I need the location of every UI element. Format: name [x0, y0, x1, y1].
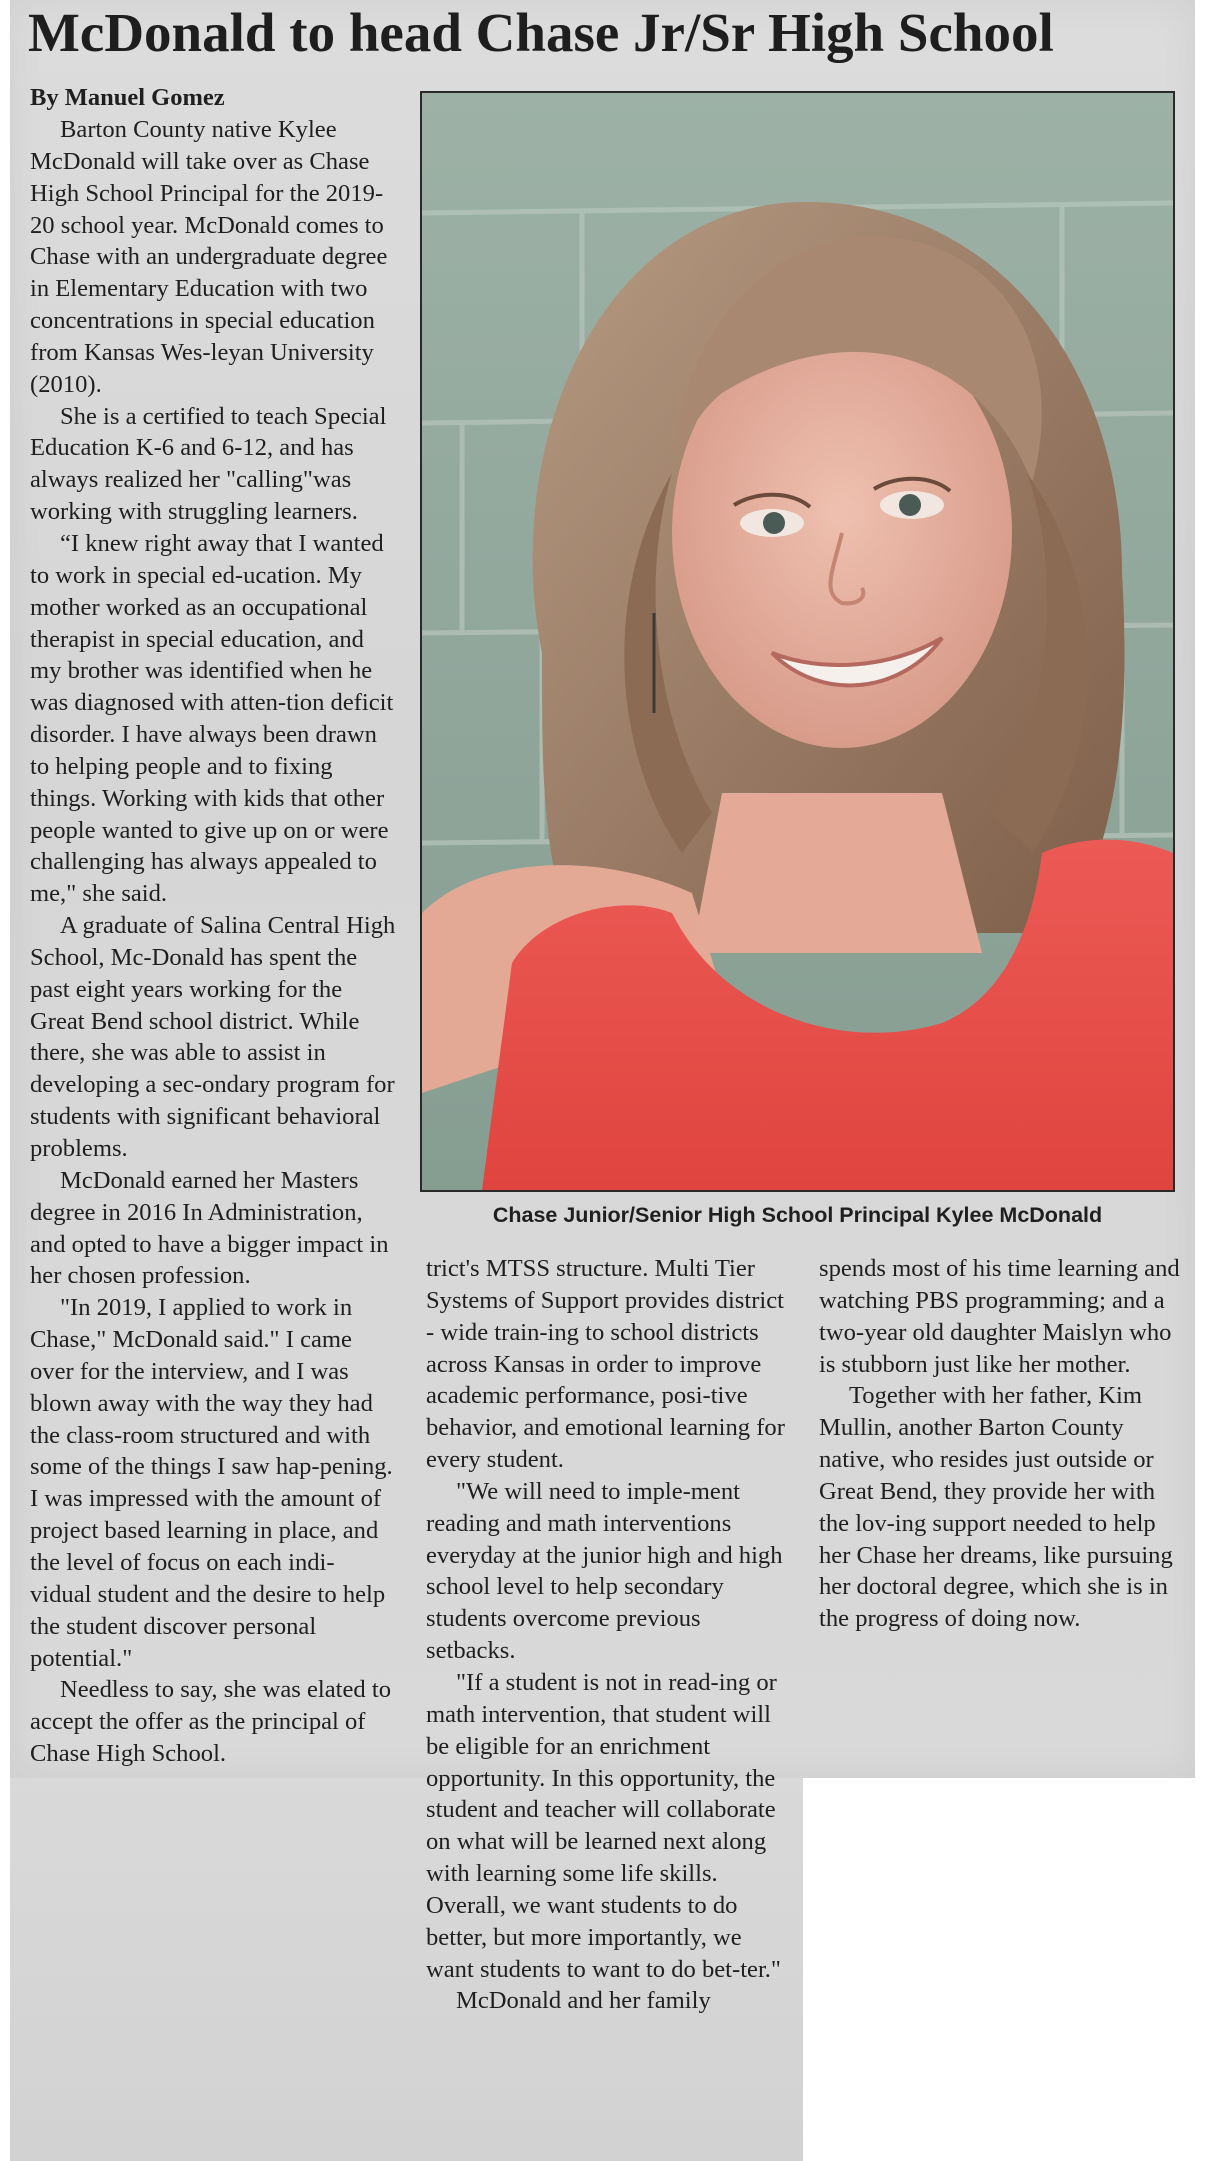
portrait-illustration [422, 93, 1173, 1190]
column-1-paragraph: A graduate of Salina Central High School, Mc-Donald has spent the past eight years working for the Great Bend school district. While there, she was able to assist in developing a sec-ondary program for students with significant behavioral problems. [30, 912, 396, 1162]
column-1-paragraph: Needless to say, she was elated to accept the offer as the principal of Chase High School. [30, 1676, 392, 1768]
column-1-paragraph: "In 2019, I applied to work in Chase," McDonald said." I came over for the interview, and I was blown away with the way they had the class-room structured and with some of the things I saw hap-pening. I was impressed with the amount of project based learning in place, and the level of focus on each indi-vidual student and the desire to help the student discover personal potential." [30, 1294, 393, 1672]
column-1-paragraph: Barton County native Kylee McDonald will take over as Chase High School Principal for the 2019-20 school year. McDonald comes to Chase with an undergraduate degree in Elementary Education with two concentrations in special education from Kansas Wes-leyan University (2010). [30, 116, 388, 398]
column-2-paragraph: "If a student is not in read-ing or math intervention, that student will be eligible for an enrichment opportunity. In this opportunity, the student and teacher will collaborate on what will be learned next along with learning some life skills. Overall, we want students to do better, but more importantly, we want students to want to do bet-ter." [426, 1668, 781, 1983]
column-3-paragraph: Together with her father, Kim Mullin, another Barton County native, who resides just outside or Great Bend, they provide her with the lov-ing support needed to help her Chase her dreams, like pursuing her doctoral degree, which she is in the progress of doing now. [819, 1382, 1173, 1633]
article-column-3 [819, 1253, 1181, 1635]
principal-portrait-photo [420, 91, 1175, 1192]
photo-caption: Chase Junior/Senior High School Principal Kylee McDonald [492, 1203, 1103, 1227]
article-column-2 [426, 1253, 786, 2017]
article-headline: McDonald to head Chase Jr/Sr High School [28, 2, 1054, 63]
column-2-paragraph: "We will need to imple-ment reading and math interventions everyday at the junior high and high school level to help secondary students overcome previous setbacks. [426, 1477, 783, 1665]
column-2-paragraph: McDonald and her family [456, 1987, 711, 2015]
column-2-paragraph: trict's MTSS structure. Multi Tier Systems of Support provides district - wide train-ing to school districts across Kansas in order to improve academic performance, posi-tive behavior, and emotional learning for every student. [426, 1255, 785, 1474]
column-3-paragraph: spends most of his time learning and watching PBS programming; and a two-year old daughter Maislyn who is stubborn just like her mother. [819, 1255, 1180, 1378]
column-1-paragraph: “I knew right away that I wanted to work in special ed-ucation. My mother worked as an occupational therapist in special education, and my brother was identified when he was diagnosed with atten-tion deficit disorder. I have always been drawn to helping people and to fixing things. Working with kids that other people wanted to give up on or were challenging has always appealed to me," she said. [30, 529, 394, 908]
column-1-paragraph: McDonald earned her Masters degree in 2016 In Administration, and opted to have a bigger impact in her chosen profession. [30, 1166, 389, 1290]
article-column-1 [30, 82, 396, 1770]
column-1-paragraph: She is a certified to teach Special Education K-6 and 6-12, and has always realized her "calling"was working with struggling learners. [30, 402, 387, 526]
article-byline: By Manuel Gomez [30, 84, 225, 111]
